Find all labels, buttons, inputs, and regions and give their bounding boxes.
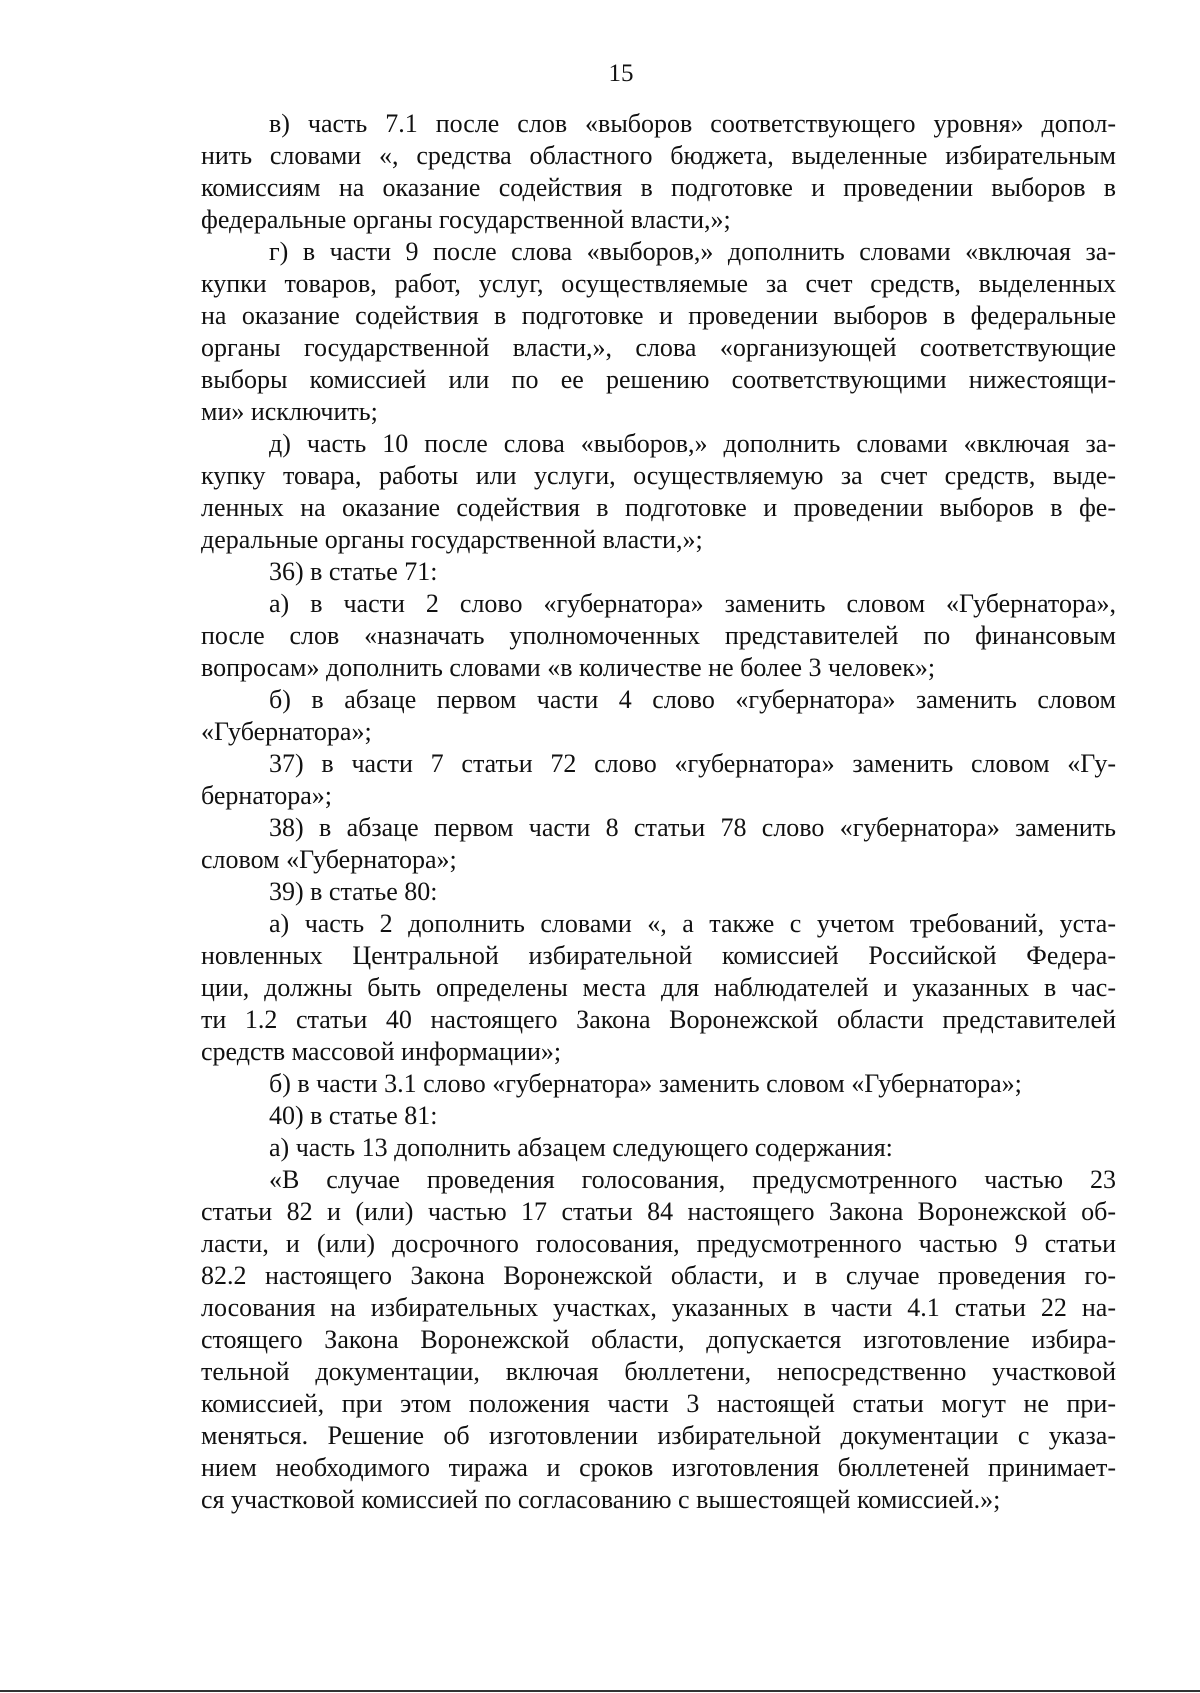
text-line: 37) в части 7 статьи 72 слово «губернатора» заменить словом «Гу-	[269, 749, 1116, 778]
text-line: 39) в статье 80:	[269, 877, 438, 906]
text-line: нием необходимого тиража и сроков изготовления бюллетеней принимает-	[201, 1453, 1116, 1482]
text-line: ласти, и (или) досрочного голосования, предусмотренного частью 9 статьи	[201, 1229, 1116, 1258]
text-line: д) часть 10 после слова «выборов,» дополнить словами «включая за-	[269, 429, 1116, 458]
text-line: на оказание содействия в подготовке и проведении выборов в федеральные	[201, 301, 1116, 330]
text-line: словом «Губернатора»;	[201, 845, 457, 874]
text-line: статьи 82 и (или) частью 17 статьи 84 настоящего Закона Воронежской об-	[201, 1197, 1116, 1226]
text-line: вопросам» дополнить словами «в количестве не более 3 человек»;	[201, 653, 936, 682]
text-line: федеральные органы государственной власти,»;	[201, 205, 731, 234]
text-line: тельной документации, включая бюллетени, непосредственно участковой	[201, 1357, 1116, 1386]
text-line: стоящего Закона Воронежской области, допускается изготовление избира-	[201, 1325, 1116, 1354]
text-line: 82.2 настоящего Закона Воронежской области, и в случае проведения го-	[201, 1261, 1116, 1290]
text-line: ми» исключить;	[201, 397, 378, 426]
page-number: 15	[608, 60, 634, 87]
text-line: деральные органы государственной власти,»;	[201, 525, 703, 554]
text-line: 36) в статье 71:	[269, 557, 438, 586]
text-line: меняться. Решение об изготовлении избирательной документации с указа-	[201, 1421, 1116, 1450]
text-line: ся участковой комиссией по согласованию с вышестоящей комиссией.»;	[201, 1485, 1001, 1514]
text-line: б) в части 3.1 слово «губернатора» заменить словом «Губернатора»;	[269, 1069, 1022, 1098]
document-body	[201, 108, 1116, 1516]
text-line: бернатора»;	[201, 781, 332, 810]
text-line: лосования на избирательных участках, указанных в части 4.1 статьи 22 на-	[201, 1293, 1116, 1322]
text-line: комиссиям на оказание содействия в подготовке и проведении выборов в	[201, 173, 1116, 202]
text-line: «В случае проведения голосования, предусмотренного частью 23	[269, 1165, 1116, 1194]
text-line: а) в части 2 слово «губернатора» заменить словом «Губернатора»,	[269, 589, 1116, 618]
text-line: средств массовой информации»;	[201, 1037, 562, 1066]
text-line: купки товаров, работ, услуг, осуществляемые за счет средств, выделенных	[201, 269, 1116, 298]
text-line: б) в абзаце первом части 4 слово «губернатора» заменить словом	[269, 685, 1116, 714]
text-line: новленных Центральной избирательной комиссией Российской Федера-	[201, 941, 1116, 970]
text-line: выборы комиссией или по ее решению соответствующими нижестоящи-	[201, 365, 1116, 394]
text-line: ти 1.2 статьи 40 настоящего Закона Воронежской области представителей	[201, 1005, 1116, 1034]
text-line: «Губернатора»;	[201, 717, 372, 746]
footer-rule	[0, 1690, 1200, 1692]
text-line: нить словами «, средства областного бюджета, выделенные избирательным	[201, 141, 1116, 170]
text-line: в) часть 7.1 после слов «выборов соответствующего уровня» допол-	[269, 109, 1116, 138]
text-line: ции, должны быть определены места для наблюдателей и указанных в час-	[201, 973, 1116, 1002]
text-line: ленных на оказание содействия в подготовке и проведении выборов в фе-	[201, 493, 1116, 522]
text-line: 40) в статье 81:	[269, 1101, 438, 1130]
text-line: 38) в абзаце первом части 8 статьи 78 слово «губернатора» заменить	[269, 813, 1116, 842]
text-line: купку товара, работы или услуги, осуществляемую за счет средств, выде-	[201, 461, 1116, 490]
text-line: органы государственной власти,», слова «организующей соответствующие	[201, 333, 1116, 362]
text-line: г) в части 9 после слова «выборов,» дополнить словами «включая за-	[269, 237, 1116, 266]
text-line: а) часть 13 дополнить абзацем следующего содержания:	[269, 1133, 893, 1162]
text-line: после слов «назначать уполномоченных представителей по финансовым	[201, 621, 1116, 650]
text-line: а) часть 2 дополнить словами «, а также с учетом требований, уста-	[269, 909, 1116, 938]
text-line: комиссией, при этом положения части 3 настоящей статьи могут не при-	[201, 1389, 1116, 1418]
